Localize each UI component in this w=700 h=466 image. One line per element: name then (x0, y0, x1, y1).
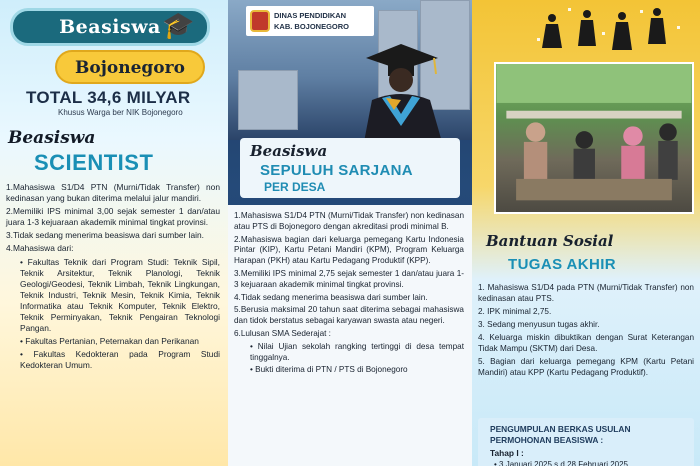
requirements-list (6, 182, 220, 373)
script-label: Bantuan Sosial (486, 232, 614, 250)
sma-criteria-list (234, 342, 464, 376)
heading-card (240, 138, 460, 198)
list-item: 4.Tidak sedang menerima beasiswa dari sumber lain. (234, 292, 428, 302)
list-item: 6.Lulusan SMA Sederajat : (234, 328, 331, 338)
region-text: Bojonegoro (75, 58, 185, 78)
scholarship-heading: SEPULUH SARJANA (260, 162, 413, 179)
org-name-line2: KAB. BOJONEGORO (274, 22, 350, 31)
list-item: 3.Memiliki IPS minimal 2,75 sejak semester 1 dan/atau juara 1-3 kejuaraan akademik minimal tingkat provinsi. (234, 268, 464, 289)
list-item: 3. Sedang menyusun tugas akhir. (478, 320, 600, 329)
submission-stage: Tahap I : (490, 448, 524, 458)
list-item: 1.Mahasiswa S1/D4 PTN (Murni/Tidak Transfer) non kedinasan atau PTS di Bojonegoro dengan akreditasi prodi minimal B. (234, 211, 464, 231)
list-item: • Fakultas Teknik dari Program Studi: Teknik Sipil, Teknik Arsitektur, Teknik Planologi, Teknik Geologi/Geodesi, Teknik Limbah, Teknik Lingkungan, Teknik Industri, Teknik Mesin, Teknik Kimia, Teknik Informatika atau Teknik Komputer, Teknik Elektro, Teknik Perminyakan, Teknik Pengairan Teknologi Pangan. (20, 257, 220, 334)
submission-title-line2: PERMOHONAN BEASISWA : (490, 435, 604, 445)
submission-title-line1: PENGUMPULAN BERKAS USULAN (490, 424, 631, 434)
eligibility-note: Khusus Warga ber NIK Bojonegoro (58, 108, 183, 117)
sepuluh-sarjana-panel (228, 0, 472, 466)
scientist-panel (0, 0, 228, 466)
requirements-box (228, 205, 472, 466)
list-item: 4. Keluarga miskin dibuktikan dengan Surat Keterangan Tidak Mampu (SKTM) dari Desa. (478, 333, 694, 353)
list-item: • Fakultas Kedokteran pada Program Studi Kedokteran Umum. (20, 349, 220, 371)
tugas-akhir-panel (472, 0, 700, 466)
list-item: • Bukti diterima di PTN / PTS di Bojonegoro (250, 365, 464, 376)
requirements-list (478, 282, 694, 380)
list-item: • Fakultas Pertanian, Peternakan dan Perikanan (20, 336, 220, 347)
org-name-line1: DINAS PENDIDIKAN (274, 11, 347, 20)
list-item: 2.Mahasiswa bagian dari keluarga pemegang Kartu Indonesia Pintar (KIP), Kartu Petani Mandiri (KPM), Program Keluarga Harapan (PKH) atau Kartu Pedagang Produktif (KPP). (234, 234, 464, 266)
program-heading: TUGAS AKHIR (508, 256, 617, 273)
dinas-logo-icon (250, 10, 270, 32)
graduates-confetti (532, 4, 692, 62)
classroom-photo (494, 62, 694, 214)
list-item: 1.Mahasiswa S1/D4 PTN (Murni/Tidak Transfer) non kedinasan yang bukan diterima melalui jalur mandiri. (6, 182, 220, 203)
graduation-cap-icon: 🎓 (162, 10, 195, 40)
scholarship-heading: SCIENTIST (34, 150, 154, 175)
submission-date: • 3 Januari 2025 s.d 28 Februari 2025 (494, 460, 628, 466)
scholarship-subheading: PER DESA (264, 180, 326, 194)
list-item: 5. Bagian dari keluarga pemegang KPM (Kartu Petani Mandiri) atau KPP (Kartu Pedagang Produktif). (478, 357, 694, 377)
list-item: 2. IPK minimal 2,75. (478, 307, 552, 316)
script-label: Beasiswa (250, 142, 328, 160)
list-item: 1. Mahasiswa S1/D4 pada PTN (Murni/Tidak Transfer) non kedinasan atau PTS. (478, 283, 694, 303)
script-label: Beasiswa (8, 128, 96, 148)
region-banner (55, 50, 205, 84)
graduate-figure (346, 30, 456, 142)
list-item: 3.Tidak sedang menerima beasiswa dari sumber lain. (6, 230, 204, 240)
list-item: 4.Mahasiswa dari: (6, 243, 74, 253)
list-item: 2.Memiliki IPS minimal 3,00 sejak semester 1 dan/atau juara 1-3 kejuaraan akademik minimal tingkat provinsi. (6, 206, 220, 227)
list-item: 5.Berusia maksimal 20 tahun saat diterima sebagai mahasiswa dan tidok berstatus sebagai karyawan swasta atau negeri. (234, 305, 464, 326)
list-item: • Nilai Ujian sekolah rangking tertinggi di desa tempat tinggalnya. (250, 342, 464, 364)
requirements-list (234, 211, 464, 378)
title-text: Beasiswa (59, 16, 161, 38)
submission-box (478, 418, 694, 466)
total-amount: TOTAL 34,6 MILYAR (26, 88, 191, 107)
faculty-list (6, 257, 220, 371)
